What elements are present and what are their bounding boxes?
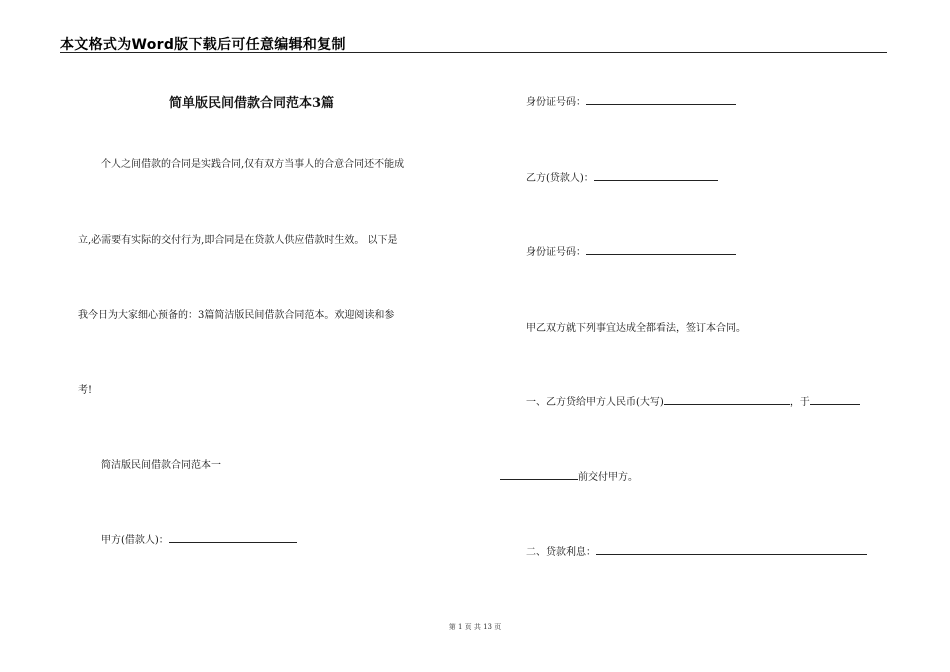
clause-2-label: 二、贷款利息： [526, 547, 596, 558]
intro-line-3: 我今日为大家细心预备的：3篇简洁版民间借款合同范本。欢迎阅读和参 [78, 310, 395, 321]
id-label-1: 身份证号码： [526, 97, 586, 108]
document-header: 本文格式为Word版下载后可任意编辑和复制 [60, 37, 346, 53]
clause-1-cont-text: 前交付甲方。 [578, 472, 638, 483]
clause-2-row [526, 543, 867, 558]
section-heading: 简洁版民间借款合同范本一 [101, 460, 221, 471]
party-a-blank [169, 531, 297, 543]
page-footer: 第 1 页 共 13 页 [448, 623, 502, 631]
party-b-row [526, 169, 718, 184]
intro-line-4: 考! [78, 385, 93, 396]
clause-1-amount-blank [664, 393, 790, 405]
clause-1-cont-blank [500, 468, 578, 480]
id-row-1 [526, 93, 736, 108]
header-rule [60, 52, 887, 53]
clause-2-blank [596, 543, 867, 555]
id-row-2 [526, 243, 736, 258]
party-a-label: 甲方(借款人)： [101, 535, 169, 546]
party-b-label: 乙方(贷款人)： [526, 173, 594, 184]
id-blank-1 [586, 93, 736, 105]
clause-1-row [526, 393, 860, 408]
party-a-row [101, 531, 297, 546]
id-label-2: 身份证号码： [526, 247, 586, 258]
agreement-line: 甲乙双方就下列事宜达成全都看法，签订本合同。 [526, 323, 746, 334]
id-blank-2 [586, 243, 736, 255]
intro-line-1: 个人之间借款的合同是实践合同,仅有双方当事人的合意合同还不能成 [101, 159, 405, 170]
clause-1-label: 一、乙方贷给甲方人民币(大写) [526, 397, 664, 408]
document-title: 简单版民间借款合同范本3篇 [169, 96, 335, 111]
party-b-blank [594, 169, 718, 181]
intro-line-2: 立,必需要有实际的交付行为,即合同是在贷款人供应借款时生效。 以下是 [78, 235, 398, 246]
clause-1-date-blank [810, 393, 860, 405]
clause-1-connector: ，于 [789, 397, 810, 408]
clause-1-cont-row [500, 468, 638, 483]
